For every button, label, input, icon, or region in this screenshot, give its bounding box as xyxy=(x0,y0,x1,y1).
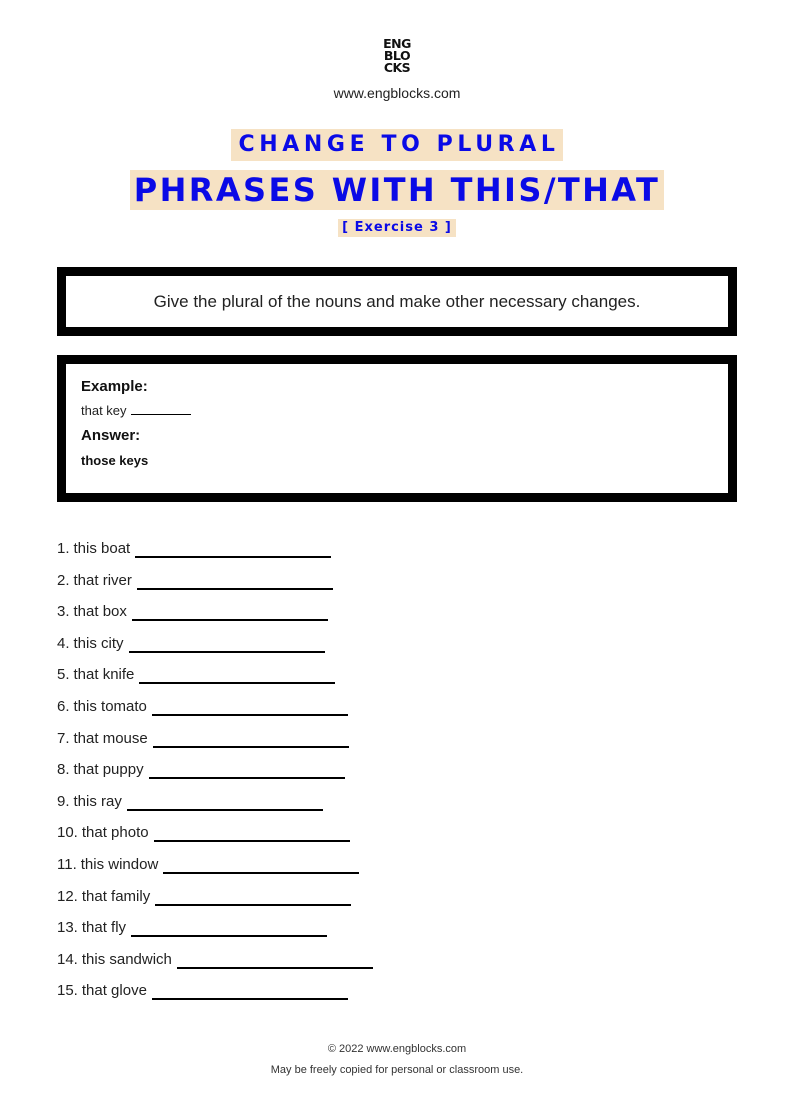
item-number: 5. xyxy=(57,666,70,684)
logo-line-2: BLO xyxy=(383,48,411,63)
answer-blank[interactable] xyxy=(163,856,359,874)
item-text: that photo xyxy=(81,824,149,842)
answer-blank[interactable] xyxy=(131,919,327,937)
list-item xyxy=(57,666,373,698)
title-line-2-wrap xyxy=(0,170,794,210)
list-item xyxy=(57,540,373,572)
answer-label: Answer: xyxy=(81,427,141,444)
exercise-label-wrap xyxy=(0,216,794,237)
logo-line-1: ENG xyxy=(383,36,411,51)
answer-blank[interactable] xyxy=(137,572,333,590)
page-title: PHRASES WITH THIS/THAT xyxy=(130,170,664,210)
item-number: 11. xyxy=(57,855,77,873)
instruction-box xyxy=(57,267,737,336)
title-line-1: CHANGE TO PLURAL xyxy=(231,129,564,161)
item-number: 2. xyxy=(57,571,70,589)
item-text: this sandwich xyxy=(81,950,172,968)
item-number: 10. xyxy=(57,824,78,842)
footer-copyright: © 2022 www.engblocks.com xyxy=(327,1043,467,1055)
item-text: this window xyxy=(80,855,159,873)
item-text: that box xyxy=(73,603,127,621)
item-number: 14. xyxy=(57,950,78,968)
list-item xyxy=(57,888,373,920)
answer-blank[interactable] xyxy=(135,540,331,558)
list-item xyxy=(57,698,373,730)
answer-blank[interactable] xyxy=(152,698,348,716)
answer-blank[interactable] xyxy=(129,635,325,653)
item-number: 15. xyxy=(57,982,78,1000)
list-item xyxy=(57,919,373,951)
example-box xyxy=(57,355,737,502)
example-blank xyxy=(131,414,191,415)
list-item xyxy=(57,793,373,825)
answer-blank[interactable] xyxy=(149,761,345,779)
item-number: 8. xyxy=(57,761,70,779)
footer-note: May be freely copied for personal or classroom use. xyxy=(270,1064,524,1076)
list-item xyxy=(57,824,373,856)
item-text: that puppy xyxy=(73,761,144,779)
answer-blank[interactable] xyxy=(152,982,348,1000)
item-text: that glove xyxy=(81,982,147,1000)
item-text: this tomato xyxy=(73,697,147,715)
item-text: that fly xyxy=(81,919,127,937)
answer-blank[interactable] xyxy=(154,824,350,842)
list-item xyxy=(57,730,373,762)
item-number: 3. xyxy=(57,603,70,621)
item-number: 12. xyxy=(57,887,78,905)
item-text: this boat xyxy=(73,540,131,557)
list-item xyxy=(57,635,373,667)
item-number: 4. xyxy=(57,634,70,652)
exercise-label: [ Exercise 3 ] xyxy=(338,219,456,237)
item-number: 9. xyxy=(57,792,70,810)
item-text: this city xyxy=(73,634,124,652)
item-number: 7. xyxy=(57,729,70,747)
item-number: 13. xyxy=(57,919,78,937)
item-text: that mouse xyxy=(73,729,148,747)
item-number: 6. xyxy=(57,697,70,715)
exercise-list xyxy=(57,540,373,1014)
answer-blank[interactable] xyxy=(177,951,373,969)
item-number: 1. xyxy=(57,540,70,557)
logo-line-3: CKS xyxy=(383,60,411,75)
answer-value: those keys xyxy=(81,453,149,468)
answer-blank[interactable] xyxy=(155,888,351,906)
answer-blank[interactable] xyxy=(127,793,323,811)
list-item xyxy=(57,856,373,888)
list-item xyxy=(57,603,373,635)
answer-blank[interactable] xyxy=(132,603,328,621)
item-text: this ray xyxy=(73,792,122,810)
example-label: Example: xyxy=(81,378,148,395)
list-item xyxy=(57,951,373,983)
example-prompt-row xyxy=(81,403,728,418)
list-item xyxy=(57,572,373,604)
answer-blank[interactable] xyxy=(153,730,349,748)
item-text: that knife xyxy=(73,666,135,684)
title-line-1-wrap xyxy=(0,129,794,161)
list-item xyxy=(57,982,373,1014)
instruction-text: Give the plural of the nouns and make other necessary changes. xyxy=(153,291,641,311)
site-url[interactable]: www.engblocks.com xyxy=(333,85,461,101)
item-text: that river xyxy=(73,571,132,589)
engblocks-logo xyxy=(0,38,794,74)
example-prompt: that key xyxy=(81,403,127,418)
list-item xyxy=(57,761,373,793)
answer-blank[interactable] xyxy=(139,666,335,684)
item-text: that family xyxy=(81,887,151,905)
